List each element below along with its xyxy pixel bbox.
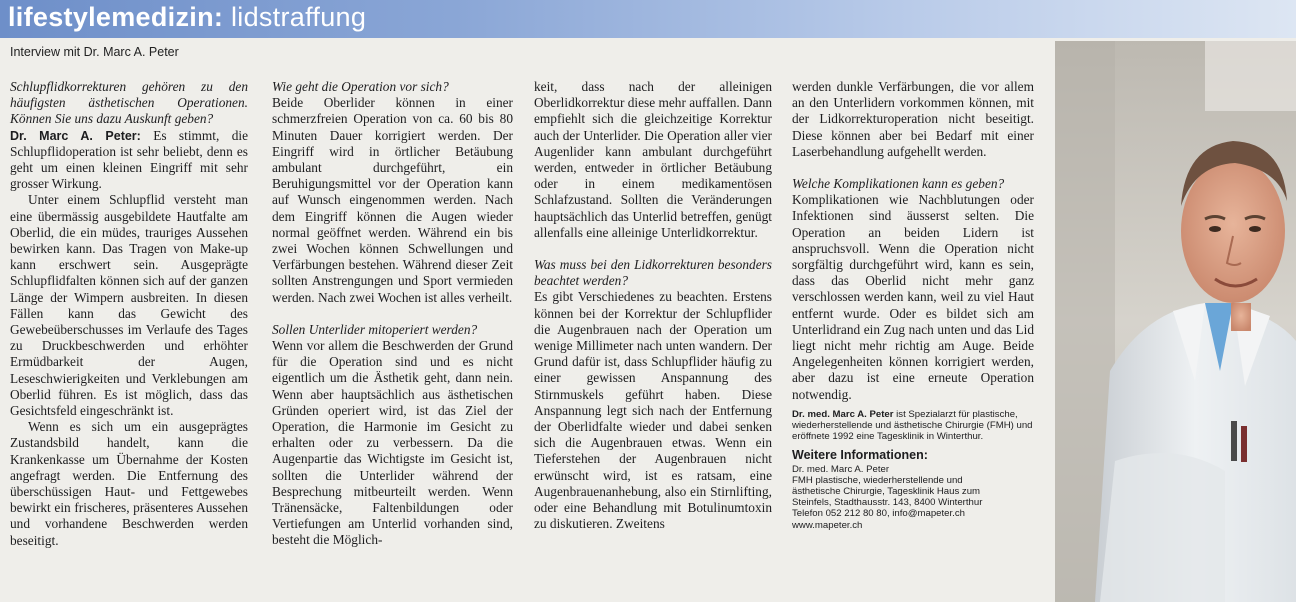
doctor-portrait-illustration xyxy=(1055,41,1296,602)
answer-4-continued: werden dunkle Verfärbungen, die vor allem an den Unterlidern vorkommen können, mit der Lidkorrekturoperation nicht beseitigt. Diese können aber bei Bedarf mit einer Laserbehandlung aufgehellt werden. xyxy=(792,79,1034,159)
contact-line: Dr. med. Marc A. Peter xyxy=(792,463,890,475)
question-2: Wie geht die Operation vor sich? xyxy=(272,79,449,94)
column-4 xyxy=(792,79,1034,531)
answer-5: Komplikationen wie Nachblutungen oder Infektionen sind äusserst selten. Die Operation an beiden Lidern ist anspruchsvoll. Wenn die Operation nicht sorgfältig durchgeführt wird, kann es sein, dass das Oberlid nicht mehr ganz verschlossen werden kann, weil zu viel Haut entfernt wurde. Oder es bildet sich am Unterlidrand ein Zug nach unten und das Lid liegt nicht mehr richtig am Auge. Beide Angelegenheiten können korrigiert werden, aber dazu ist eine erneute Operation notwendig. xyxy=(792,192,1034,402)
column-1 xyxy=(10,79,248,549)
answer-2: Beide Oberlider können in einer schmerzfreien Operation von ca. 60 bis 80 Minuten Dauer korrigiert werden. Der Eingriff wird in örtlicher Betäubung ambulant durchgeführt, ein Beruhigungsmittel vor der Operation kann auf Wunsch eingenommen werden. Nach dem Eingriff können die Augen wieder normal geöffnet werden. Während ein bis zwei Wochen können Schwellungen und Verfärbungen bestehen. Während dieser Zeit sollten Anstrengungen und Sport vermieden werden. Nach zwei Wochen ist alles verheilt. xyxy=(272,95,513,305)
paragraph: Wenn es sich um ein ausgeprägtes Zustandsbild handelt, kann die Krankenkasse um Übernahme der Kosten angefragt werden. Die Entfernung des überschüssigen Haut- und Fettgewebes bewirkt ein frischeres, präsenteres Aussehen und vorhandene Beschwerden werden beseitigt. xyxy=(10,419,248,548)
speaker-name: Dr. Marc A. Peter: xyxy=(10,128,141,143)
info-heading: Weitere Informationen: xyxy=(792,448,928,463)
contact-line: FMH plastische, wiederherstellende und xyxy=(792,474,963,486)
contact-line: www.mapeter.ch xyxy=(792,519,863,531)
section-title-bold: lifestylemedizin: xyxy=(8,2,224,32)
answer-1-text: Es stimmt, die Schlupflidoperation ist sehr beliebt, denn es geht um einen kleinen Eingriff mit sehr grosser Wirkung. xyxy=(10,127,248,192)
author-bio-name: Dr. med. Marc A. Peter xyxy=(792,408,894,420)
contact-line: ästhetische Chirurgie, Tagesklinik Haus zum xyxy=(792,486,981,498)
answer-3-continued: keit, dass nach der alleinigen Oberlidkorrektur diese mehr auffallen. Dann empfiehlt sich die gleichzeitige Korrektur auch der Unterlider. Die Operation aller vier Augenlider kann ambulant durchgeführt werden, entweder in örtlicher Betäubung oder in einem medikamentösen Schlafzustand. Sollten die Veränderungen hauptsächlich das Unterlid betreffen, genügt allenfalls eine alleinige Unterlidkorrektur. xyxy=(534,79,772,240)
column-3 xyxy=(534,79,772,532)
interview-subline: Interview mit Dr. Marc A. Peter xyxy=(10,45,179,59)
section-title xyxy=(8,2,366,33)
column-2 xyxy=(272,79,513,549)
contact-info xyxy=(792,464,1034,531)
contact-line: Telefon 052 212 80 80, info@mapeter.ch xyxy=(792,508,965,520)
section-header-bar xyxy=(0,0,1296,38)
question-5: Welche Komplikationen kann es geben? xyxy=(792,176,1005,192)
author-bio xyxy=(792,409,1034,443)
question-3: Sollen Unterlider mitoperiert werden? xyxy=(272,321,478,337)
question-4: Was muss bei den Lidkorrekturen besonders beachtet werden? xyxy=(534,257,772,289)
answer-3: Wenn vor allem die Beschwerden der Grund für die Operation sind und es nicht eigentlich um die Ästhetik geht, dann nein. Wenn aber hauptsächlich aus ästhetischen Gründen operiert wird, ist das Ziel der Operation, die Harmonie im Gesicht zu erhalten oder zu verbessern. Da die Augenpartie das Wichtigste im Gesicht ist, sollten die Unterlider während der Besprechung mitbeurteilt werden. Wenn Tränensäcke, Faltenbildungen oder Vertiefungen am Unterlid vorhanden sind, besteht die Möglich- xyxy=(272,338,513,548)
author-bio-text: ist Spezialarzt für plastische, wiederherstellende und ästhetische Chirurgie (FMH) und eröffnete 1992 eine Tagesklinik in Winterthur. xyxy=(792,408,1033,443)
doctor-portrait-photo xyxy=(1055,41,1296,602)
section-title-light: lidstraffung xyxy=(230,2,367,32)
question-1: Schlupflidkorrekturen gehören zu den häufigsten ästhetischen Operationen. Können Sie uns dazu Auskunft geben? xyxy=(10,79,248,127)
contact-line: Steinfels, Stadthausstr. 143, 8400 Winterthur xyxy=(792,497,983,509)
paragraph: Unter einem Schlupflid versteht man eine übermässig ausgebildete Hautfalte am Oberlid, die ein müdes, trauriges Aussehen bewirken kann. Das Tragen von Make-up kann erschwert sein. Ausgeprägte Schlupflidfalten können sich auf der ganzen Länge der Wimpern ausbreiten. In diesen Fällen kann das Gewicht des Gewebeüberschusses im Verlaufe des Tages zu Druckbeschwerden und erhöhter Ermüdbarkeit der Augen, Leseschwierigkeiten und Verklebungen am Oberlid führen. Es ist möglich, dass das Gesichtsfeld eingeschränkt ist. xyxy=(10,192,248,419)
answer-1 xyxy=(10,128,248,193)
answer-4: Es gibt Verschiedenes zu beachten. Erstens können bei der Korrektur der Schlupflider die Augenbrauen nach der Operation um wenige Millimeter nach unten wandern. Der Grund dafür ist, dass Schlupflider häufig zu einer gewissen Anspannung des Stirnmuskels geführt haben. Diese Anspannung legt sich nach der Entfernung der Oberlidfalte wieder und dabei senken sich die Augenbrauen etwas. Wenn ein Tieferstehen der Augenbrauen nicht erwünscht wird, ist es ratsam, eine Augenbrauenanhebung, also ein Stirnlifting, oder eine Behandlung mit Botulinumtoxin zu diskutieren. Zweitens xyxy=(534,289,772,532)
